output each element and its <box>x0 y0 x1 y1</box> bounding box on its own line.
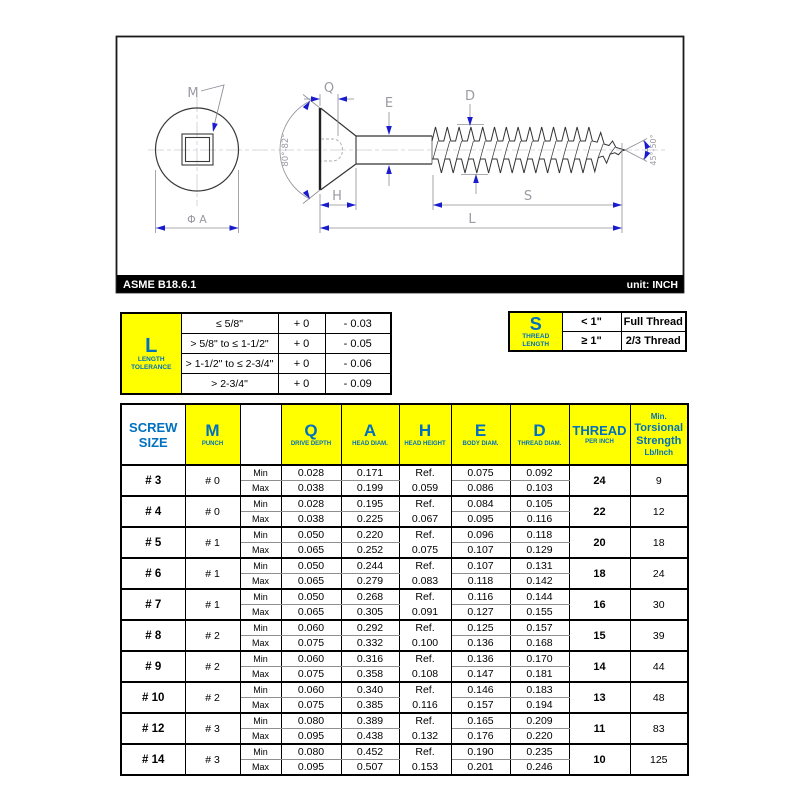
strength-header-line1: Min. <box>650 411 667 421</box>
head-height-value: 0.108 <box>411 667 439 680</box>
head-height-ref: Ref. <box>415 653 435 665</box>
thread-diam-min: 0.235 <box>510 744 569 760</box>
thread-diam-min: 0.105 <box>510 496 569 512</box>
spec-row-min <box>121 465 688 481</box>
col-header-drive-depth <box>281 404 341 465</box>
punch-label: M <box>187 86 199 101</box>
body-diam-max: 0.127 <box>451 605 510 621</box>
d-header-symbol: D <box>533 421 546 440</box>
col-header-head-diam <box>341 404 399 465</box>
thread-diam-min: 0.144 <box>510 589 569 605</box>
head-cone-bottom <box>321 164 357 190</box>
head-diam-min: 0.195 <box>341 496 399 512</box>
thread-diam-max: 0.246 <box>510 760 569 776</box>
dimension-arrow <box>338 96 347 102</box>
thread-diam-min: 0.170 <box>510 651 569 667</box>
min-label: Min <box>240 589 281 605</box>
thread-diam-min: 0.209 <box>510 713 569 729</box>
head-diam-min: 0.292 <box>341 620 399 636</box>
max-label: Max <box>240 729 281 745</box>
thread-length-name-line2: LENGTH <box>522 340 550 348</box>
head-height-cell <box>399 465 451 496</box>
punch-cell: # 2 <box>185 651 240 682</box>
dimension-arrow <box>613 225 622 231</box>
thread-diam-label: D <box>464 89 476 104</box>
drive-depth-min: 0.060 <box>281 651 341 667</box>
thread-header-sub: PER INCH <box>585 439 614 445</box>
max-label: Max <box>240 512 281 528</box>
head-diam-max: 0.358 <box>341 667 399 683</box>
thread-length-table <box>508 311 687 352</box>
ltol-minus: - 0.03 <box>325 313 391 334</box>
thread-diam-min: 0.092 <box>510 465 569 481</box>
body-diam-min: 0.146 <box>451 682 510 698</box>
drive-depth-min: 0.028 <box>281 496 341 512</box>
head-height-ref: Ref. <box>415 591 435 603</box>
punch-header-sub: PUNCH <box>201 441 224 447</box>
screw-size-cell: # 14 <box>121 744 185 775</box>
body-diam-max: 0.176 <box>451 729 510 745</box>
e-header-symbol: E <box>474 421 487 440</box>
head-diam-max: 0.385 <box>341 698 399 714</box>
drive-depth-max: 0.075 <box>281 667 341 683</box>
max-label: Max <box>240 698 281 714</box>
length-label: L <box>468 212 476 227</box>
body-diam-min: 0.096 <box>451 527 510 543</box>
head-diam-min: 0.244 <box>341 558 399 574</box>
punch-cell: # 3 <box>185 744 240 775</box>
thread-diam-min: 0.118 <box>510 527 569 543</box>
a-header-symbol: A <box>363 421 377 440</box>
sthr-range: ≥ 1" <box>562 332 621 352</box>
threads-per-inch-cell: 18 <box>569 558 630 589</box>
head-height-cell <box>399 620 451 651</box>
h-header-sub: HEAD HEIGHT <box>404 441 446 447</box>
spec-table-body <box>121 465 688 775</box>
head-height-value: 0.059 <box>411 481 439 494</box>
dimension-arrow <box>386 126 392 135</box>
col-header-punch <box>185 404 240 465</box>
punch-cell: # 1 <box>185 558 240 589</box>
thread-diam-max: 0.181 <box>510 667 569 683</box>
torsional-strength-cell: 9 <box>630 465 688 496</box>
drive-depth-max: 0.065 <box>281 605 341 621</box>
spec-row-min <box>121 620 688 636</box>
head-height-ref: Ref. <box>415 498 435 510</box>
threads-per-inch-cell: 15 <box>569 620 630 651</box>
head-diam-min: 0.171 <box>341 465 399 481</box>
strength-header-line3: Strength <box>636 434 682 447</box>
thread-length-symbol: S <box>529 313 542 334</box>
min-label: Min <box>240 682 281 698</box>
body-diam-min: 0.190 <box>451 744 510 760</box>
spec-row-min <box>121 589 688 605</box>
body-diam-max: 0.095 <box>451 512 510 528</box>
head-diam-min: 0.316 <box>341 651 399 667</box>
dimension-arrow <box>386 165 392 174</box>
head-height-ref: Ref. <box>415 746 435 758</box>
ltol-range: > 5/8" to ≤ 1-1/2" <box>181 334 278 354</box>
screw-spec-table <box>120 403 689 776</box>
head-diam-max: 0.252 <box>341 543 399 559</box>
body-diam-min: 0.136 <box>451 651 510 667</box>
col-header-body-diam <box>451 404 510 465</box>
thread-path <box>432 150 625 173</box>
unit-label: unit: INCH <box>626 279 678 291</box>
screw-size-cell: # 12 <box>121 713 185 744</box>
drive-depth-max: 0.065 <box>281 574 341 590</box>
head-height-label: H <box>332 189 342 204</box>
thread-path <box>432 127 625 150</box>
body-diam-max: 0.107 <box>451 543 510 559</box>
torsional-strength-cell: 125 <box>630 744 688 775</box>
punch-header-symbol: M <box>205 421 220 440</box>
head-diam-min: 0.268 <box>341 589 399 605</box>
head-height-cell <box>399 496 451 527</box>
thread-diam-max: 0.142 <box>510 574 569 590</box>
screw-size-cell: # 7 <box>121 589 185 620</box>
max-label: Max <box>240 636 281 652</box>
drive-depth-min: 0.050 <box>281 589 341 605</box>
head-angle-label: 80°-82° <box>281 133 291 167</box>
head-height-ref: Ref. <box>415 684 435 696</box>
spec-header-row <box>121 404 688 465</box>
screw-size-cell: # 8 <box>121 620 185 651</box>
col-header-minmax <box>240 404 281 465</box>
max-label: Max <box>240 481 281 497</box>
screw-size-cell: # 9 <box>121 651 185 682</box>
thread-diam-min: 0.183 <box>510 682 569 698</box>
min-label: Min <box>240 496 281 512</box>
head-height-ref: Ref. <box>415 467 435 479</box>
drive-depth-min: 0.060 <box>281 682 341 698</box>
sthr-value: 2/3 Thread <box>621 332 686 352</box>
thread-diam-max: 0.194 <box>510 698 569 714</box>
ltol-plus: + 0 <box>278 334 325 354</box>
torsional-strength-cell: 24 <box>630 558 688 589</box>
thread-diam-min: 0.131 <box>510 558 569 574</box>
torsional-strength-cell: 18 <box>630 527 688 558</box>
head-height-value: 0.153 <box>411 760 439 773</box>
torsional-strength-cell: 12 <box>630 496 688 527</box>
head-height-ref: Ref. <box>415 715 435 727</box>
head-diam-min: 0.452 <box>341 744 399 760</box>
head-height-value: 0.075 <box>411 543 439 556</box>
min-label: Min <box>240 527 281 543</box>
head-height-cell <box>399 589 451 620</box>
punch-cell: # 0 <box>185 465 240 496</box>
body-diam-min: 0.075 <box>451 465 510 481</box>
body-diam-max: 0.118 <box>451 574 510 590</box>
length-symbol: L <box>145 334 158 357</box>
head-diam-max: 0.225 <box>341 512 399 528</box>
strength-header-line4: Lb/Inch <box>644 447 673 457</box>
min-label: Min <box>240 744 281 760</box>
dimension-arrow <box>347 202 356 208</box>
torsional-strength-cell: 44 <box>630 651 688 682</box>
body-diam-max: 0.201 <box>451 760 510 776</box>
a-header-sub: HEAD DIAM. <box>352 441 388 447</box>
screw-size-cell: # 6 <box>121 558 185 589</box>
body-diam-max: 0.136 <box>451 636 510 652</box>
col-header-threads-per-inch <box>569 404 630 465</box>
dimension-arrow <box>210 123 217 133</box>
dimension-arrow <box>320 225 329 231</box>
min-label: Min <box>240 558 281 574</box>
body-diam-label: E <box>384 96 394 111</box>
head-height-value: 0.091 <box>411 605 439 618</box>
threads-per-inch-cell: 13 <box>569 682 630 713</box>
drive-depth-max: 0.075 <box>281 698 341 714</box>
head-height-cell <box>399 682 451 713</box>
length-tolerance-header-cell <box>121 313 181 394</box>
head-diam-max: 0.199 <box>341 481 399 497</box>
min-label: Min <box>240 620 281 636</box>
head-height-cell <box>399 713 451 744</box>
head-height-ref: Ref. <box>415 529 435 541</box>
drive-depth-max: 0.095 <box>281 729 341 745</box>
threads-per-inch-cell: 14 <box>569 651 630 682</box>
torsional-strength-cell: 48 <box>630 682 688 713</box>
ltol-minus: - 0.05 <box>325 334 391 354</box>
spec-row-min <box>121 527 688 543</box>
dimension-arrow <box>613 202 622 208</box>
drive-depth-min: 0.028 <box>281 465 341 481</box>
screw-size-header-line1: SCREW <box>129 419 178 435</box>
spec-row-min <box>121 713 688 729</box>
threads-per-inch-cell: 22 <box>569 496 630 527</box>
head-diam-min: 0.340 <box>341 682 399 698</box>
max-label: Max <box>240 574 281 590</box>
ltol-minus: - 0.06 <box>325 354 391 374</box>
screw-size-cell: # 5 <box>121 527 185 558</box>
max-label: Max <box>240 543 281 559</box>
head-diam-min: 0.389 <box>341 713 399 729</box>
spec-row-min <box>121 682 688 698</box>
thread-length-label: S <box>523 189 533 204</box>
ltol-range: > 1-1/2" to ≤ 2-3/4" <box>181 354 278 374</box>
sthr-value: Full Thread <box>621 312 686 332</box>
col-header-head-height <box>399 404 451 465</box>
thread-diam-min: 0.157 <box>510 620 569 636</box>
head-diam-max: 0.305 <box>341 605 399 621</box>
drive-depth-min: 0.050 <box>281 558 341 574</box>
punch-cell: # 1 <box>185 527 240 558</box>
body-diam-min: 0.165 <box>451 713 510 729</box>
screw-technical-drawing <box>115 35 686 295</box>
dimension-arrow <box>230 225 239 231</box>
punch-cell: # 1 <box>185 589 240 620</box>
ltol-plus: + 0 <box>278 354 325 374</box>
spec-row-min <box>121 744 688 760</box>
col-header-thread-diam <box>510 404 569 465</box>
head-diam-label: Φ A <box>187 213 207 226</box>
min-label: Min <box>240 713 281 729</box>
d-header-sub: THREAD DIAM. <box>517 441 562 447</box>
sthr-range: < 1" <box>562 312 621 332</box>
drive-depth-max: 0.095 <box>281 760 341 776</box>
head-height-value: 0.067 <box>411 512 439 525</box>
dimension-arrow <box>156 225 165 231</box>
drive-depth-max: 0.038 <box>281 481 341 497</box>
head-diam-max: 0.438 <box>341 729 399 745</box>
head-diam-max: 0.507 <box>341 760 399 776</box>
min-label: Min <box>240 651 281 667</box>
drive-depth-label: Q <box>323 81 335 96</box>
ltol-plus: + 0 <box>278 374 325 395</box>
thread-diam-max: 0.155 <box>510 605 569 621</box>
head-height-cell <box>399 744 451 775</box>
title-bar <box>117 275 684 293</box>
body-diam-max: 0.147 <box>451 667 510 683</box>
point-angle-label: 45°-50° <box>649 134 658 166</box>
threads-per-inch-cell: 16 <box>569 589 630 620</box>
screw-size-cell: # 3 <box>121 465 185 496</box>
thread-header-symbol: THREAD <box>572 423 627 438</box>
spec-row-min <box>121 496 688 512</box>
head-height-value: 0.132 <box>411 729 439 742</box>
square-drive-outer <box>182 134 213 165</box>
length-name-line2: TOLERANCE <box>131 363 172 371</box>
thread-diam-max: 0.103 <box>510 481 569 497</box>
drive-depth-min: 0.050 <box>281 527 341 543</box>
standard-label: ASME B18.6.1 <box>123 279 197 291</box>
ltol-plus: + 0 <box>278 313 325 334</box>
thread-diam-max: 0.168 <box>510 636 569 652</box>
head-height-value: 0.116 <box>412 698 438 711</box>
punch-cell: # 3 <box>185 713 240 744</box>
torsional-strength-cell: 83 <box>630 713 688 744</box>
max-label: Max <box>240 760 281 776</box>
head-height-ref: Ref. <box>415 560 435 572</box>
ltol-row <box>121 313 391 334</box>
max-label: Max <box>240 667 281 683</box>
body-diam-max: 0.086 <box>451 481 510 497</box>
screw-size-cell: # 4 <box>121 496 185 527</box>
thread-length-name-line1: THREAD <box>522 332 550 340</box>
e-header-sub: BODY DIAM. <box>462 441 499 447</box>
punch-cell: # 2 <box>185 620 240 651</box>
length-tolerance-table <box>120 312 392 395</box>
head-diam-max: 0.332 <box>341 636 399 652</box>
ltol-minus: - 0.09 <box>325 374 391 395</box>
spec-row-min <box>121 558 688 574</box>
thread-diam-max: 0.116 <box>510 512 569 528</box>
screw-size-header-line2: SIZE <box>138 434 168 450</box>
punch-cell: # 2 <box>185 682 240 713</box>
q-header-sub: DRIVE DEPTH <box>290 441 332 447</box>
point-angle-line-top <box>625 139 647 151</box>
torsional-strength-cell: 30 <box>630 589 688 620</box>
head-height-cell <box>399 651 451 682</box>
head-height-cell <box>399 558 451 589</box>
threads-per-inch-cell: 11 <box>569 713 630 744</box>
dimension-arrow <box>320 202 329 208</box>
head-diam-min: 0.220 <box>341 527 399 543</box>
thread-diam-max: 0.129 <box>510 543 569 559</box>
col-header-screw-size <box>121 404 185 465</box>
drive-depth-min: 0.080 <box>281 744 341 760</box>
head-height-value: 0.100 <box>411 636 439 649</box>
drive-depth-max: 0.065 <box>281 543 341 559</box>
body-diam-min: 0.084 <box>451 496 510 512</box>
min-label: Min <box>240 465 281 481</box>
head-height-cell <box>399 527 451 558</box>
drive-depth-min: 0.080 <box>281 713 341 729</box>
torsional-strength-cell: 39 <box>630 620 688 651</box>
head-height-ref: Ref. <box>415 622 435 634</box>
h-header-symbol: H <box>418 421 432 440</box>
point-angle-line-bottom <box>625 150 647 162</box>
threads-per-inch-cell: 24 <box>569 465 630 496</box>
thread-length-header-cell <box>509 312 562 351</box>
dimension-arrow <box>311 96 320 102</box>
body-diam-max: 0.157 <box>451 698 510 714</box>
length-name-line1: LENGTH <box>137 355 165 363</box>
drive-depth-max: 0.038 <box>281 512 341 528</box>
ltol-range: ≤ 5/8" <box>181 313 278 334</box>
threads-per-inch-cell: 20 <box>569 527 630 558</box>
sthr-row <box>509 312 686 332</box>
screw-size-cell: # 10 <box>121 682 185 713</box>
head-height-value: 0.083 <box>411 574 439 587</box>
spec-row-min <box>121 651 688 667</box>
ltol-range: > 2-3/4" <box>181 374 278 395</box>
max-label: Max <box>240 605 281 621</box>
body-diam-min: 0.116 <box>451 589 510 605</box>
drive-depth-max: 0.075 <box>281 636 341 652</box>
body-diam-min: 0.125 <box>451 620 510 636</box>
q-header-symbol: Q <box>304 421 318 440</box>
square-drive-inner <box>186 138 210 162</box>
thread-diam-max: 0.220 <box>510 729 569 745</box>
drive-depth-min: 0.060 <box>281 620 341 636</box>
body-diam-min: 0.107 <box>451 558 510 574</box>
strength-header-line2: Torsional <box>634 421 684 434</box>
head-diam-max: 0.279 <box>341 574 399 590</box>
dimension-arrow <box>473 174 479 183</box>
col-header-torsional-strength <box>630 404 688 465</box>
threads-per-inch-cell: 10 <box>569 744 630 775</box>
dimension-arrow <box>433 202 442 208</box>
punch-cell: # 0 <box>185 496 240 527</box>
